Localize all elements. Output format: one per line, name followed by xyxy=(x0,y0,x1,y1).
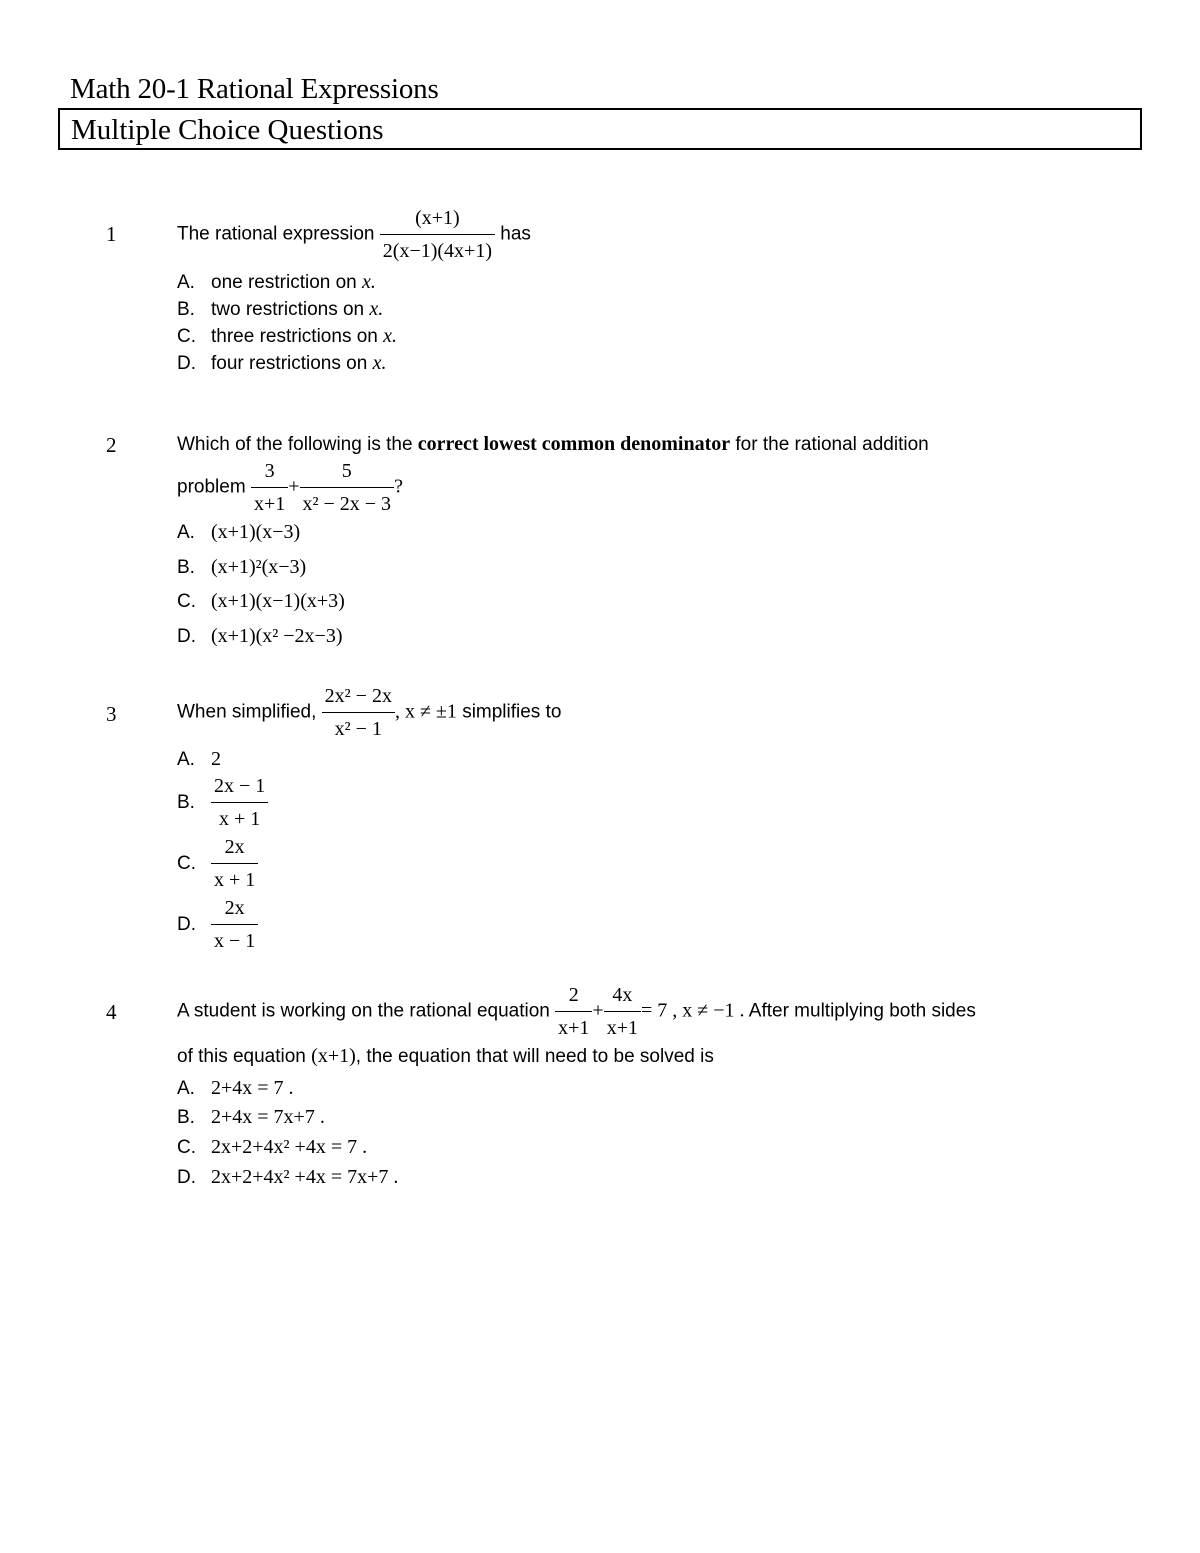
q4-line2-before: of this equation xyxy=(177,1046,306,1067)
question-4-number: 4 xyxy=(106,1000,117,1024)
q1-numerator: (x+1) xyxy=(380,205,495,235)
q1-option-c: C. three restrictions on x. xyxy=(177,325,398,347)
question-2-stem-line1 xyxy=(177,433,929,456)
q2-f2-num: 5 xyxy=(300,458,395,488)
question-3-stem xyxy=(177,683,561,742)
q4-option-d: D. 2x+2+4x² +4x = 7x+7 . xyxy=(177,1166,399,1188)
question-2-stem-line2: problem $\frac{3}{x+1}$ + $\frac{5}{\text{x² − 2x − 3}}$ ? xyxy=(177,460,403,515)
q3-option-a: A. 2 xyxy=(177,748,221,770)
q1-option-d: D. four restrictions on x. xyxy=(177,352,387,374)
q3-option-c: C. $\frac{2x}{x + 1}$ xyxy=(177,834,258,893)
q2-question-mark: ? xyxy=(394,475,403,498)
q4-stem-after: After multiplying both sides xyxy=(748,1000,976,1022)
q4-f2-den: x+1 xyxy=(606,1017,638,1039)
q1-stem-text: The rational expression xyxy=(177,223,375,245)
q2-option-c: C. (x+1)(x−1)(x+3) xyxy=(177,590,345,612)
q1-denominator: 2(x−1)(4x+1) xyxy=(382,240,492,262)
q2-option-a: A. (x+1)(x−3) xyxy=(177,521,301,543)
q2-f2-den: x² − 2x − 3 xyxy=(302,493,392,515)
q2-option-d: D. (x+1)(x² −2x−3) xyxy=(177,625,343,647)
q4-f1-den: x+1 xyxy=(558,1017,590,1039)
section-header-box xyxy=(58,108,1142,150)
q2-stem-bold: correct lowest common denominator xyxy=(417,433,731,455)
question-2-number: 2 xyxy=(106,433,117,457)
question-4-stem-line1: A student is working on the rational equation $\frac{2}{x+1}$ + $\frac{4x}{x+1}$ = 7 , x ≠ −1 . After multiplying both sides xyxy=(177,984,976,1039)
q3-den: x² − 1 xyxy=(334,718,382,740)
q4-stem-before: A student is working on the rational equation xyxy=(177,1000,550,1022)
q1-stem-end: has xyxy=(500,223,531,245)
q2-problem-label: problem xyxy=(177,476,246,498)
q3-num: 2x² − 2x xyxy=(322,683,395,713)
q2-option-b: B. (x+1)²(x−3) xyxy=(177,556,307,578)
question-4-stem-line2 xyxy=(177,1045,714,1068)
q3-condition: , x ≠ ±1 xyxy=(394,700,457,723)
q3-option-b: B. $\frac{2x - 1}{x + 1}$ xyxy=(177,773,268,832)
q2-stem-after: for the rational addition xyxy=(735,434,929,455)
q2-stem-before: Which of the following is the xyxy=(177,434,413,455)
section-title: Multiple Choice Questions xyxy=(71,114,384,146)
q4-option-b: B. 2+4x = 7x+7 . xyxy=(177,1106,325,1128)
q4-fraction-2 xyxy=(604,982,641,1041)
q3-option-d: D. $\frac{2x}{x - 1}$ xyxy=(177,895,258,954)
q1-fraction xyxy=(380,205,495,264)
question-1-stem xyxy=(177,205,531,264)
q2-fraction-2 xyxy=(300,458,395,517)
q3-stem-before: When simplified, xyxy=(177,701,317,723)
q2-f1-den: x+1 xyxy=(253,493,286,515)
q2-f1-num: 3 xyxy=(251,458,288,488)
page-title: Math 20-1 Rational Expressions xyxy=(70,73,439,105)
q4-line2-after: , the equation that will need to be solved is xyxy=(355,1046,714,1067)
q4-line2-expr: (x+1) xyxy=(311,1045,356,1067)
q2-fraction-1 xyxy=(251,458,288,517)
q4-option-a: A. 2+4x = 7 . xyxy=(177,1077,294,1099)
q4-fraction-1 xyxy=(555,982,592,1041)
q4-f1-num: 2 xyxy=(555,982,592,1012)
q1-option-a: A. one restriction on x. xyxy=(177,271,376,293)
q3-fraction xyxy=(322,683,395,742)
q3-stem-after: simplifies to xyxy=(462,701,562,723)
question-3-number: 3 xyxy=(106,702,117,726)
q4-f2-num: 4x xyxy=(604,982,641,1012)
q1-option-b: B. two restrictions on x. xyxy=(177,298,384,320)
q4-eq-rest: = 7 , x ≠ −1 . xyxy=(640,999,745,1022)
q4-option-c: C. 2x+2+4x² +4x = 7 . xyxy=(177,1136,368,1158)
question-1-number: 1 xyxy=(106,222,117,246)
